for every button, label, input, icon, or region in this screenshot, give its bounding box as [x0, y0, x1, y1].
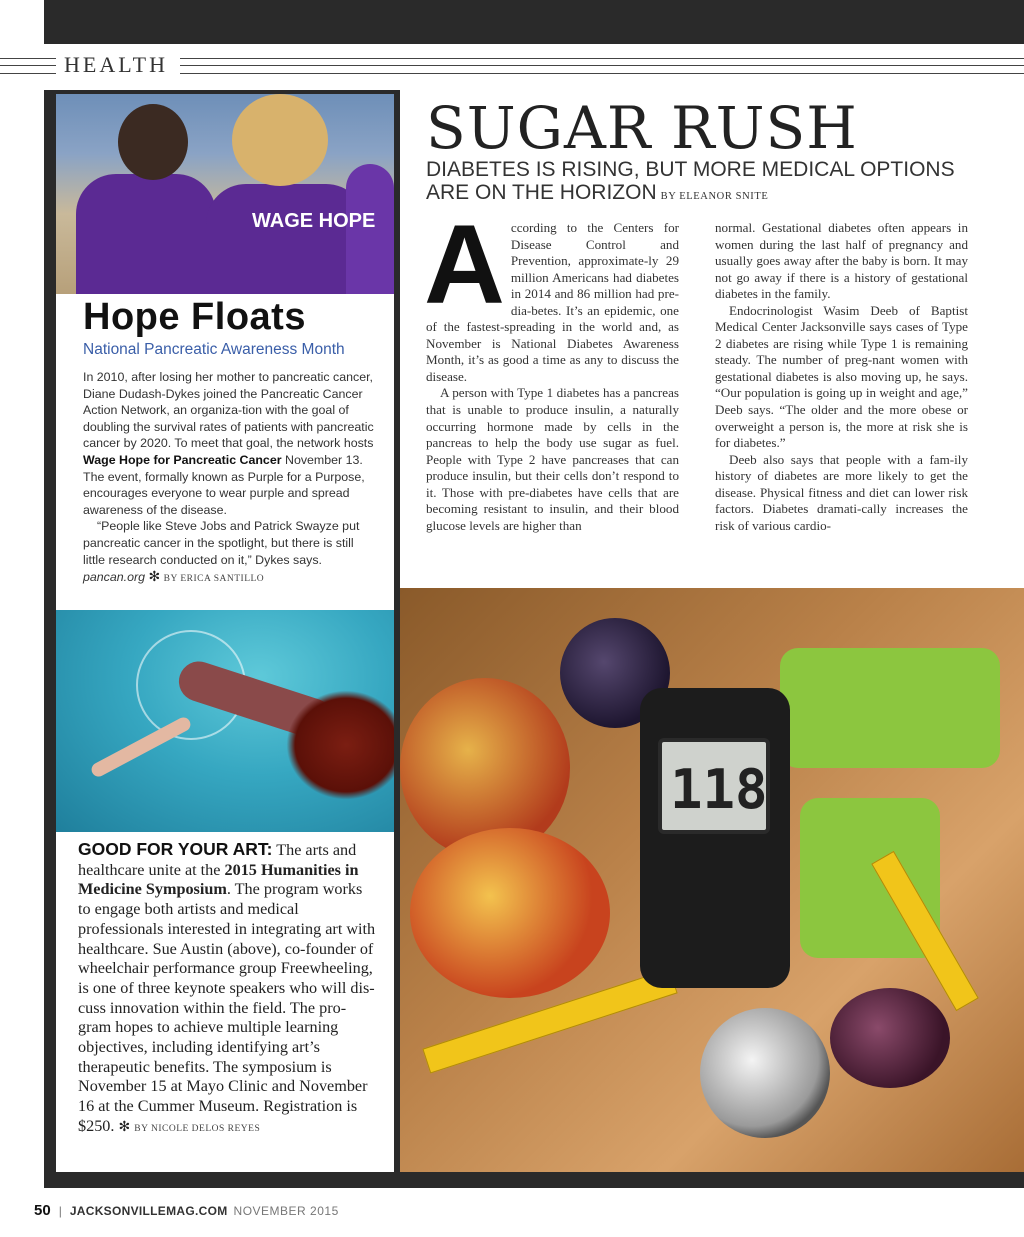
hope-floats-sidebar [56, 294, 394, 610]
hope-floats-title: Hope Floats [83, 296, 306, 338]
article-paragraph [424, 202, 679, 385]
art-symposium-name: 2015 Humanities in Medicine Symposium [78, 860, 359, 899]
art-lead: GOOD FOR YOUR ART: [78, 839, 273, 859]
section-label: HEALTH [64, 52, 168, 77]
paragraph-text: ccording to the Centers for Disease Control and Prevention, approximate-ly 29 million Americans had diabetes in 2014 and 86 million had pre-dia-betes. It’s an epidemic, one of the fastest-spreading in the world and, as November is National Diabetes Awareness Month, it’s as good a time as any to discuss the disease. [426, 220, 679, 384]
art-text: The arts and healthcare unite at the [78, 841, 357, 879]
hope-text: “People like Steve Jobs and Patrick Swayze put pancreatic cancer in the spotlight, but there is still little research conducted on it,” Dykes says. [83, 519, 360, 567]
hope-event-name: Wage Hope for Pancreatic Cancer [83, 452, 282, 467]
footer-text [34, 1202, 339, 1219]
art-paragraph [78, 840, 378, 1140]
pancan-link[interactable]: pancan.org [83, 570, 146, 585]
photo-glucose-meter [640, 688, 790, 988]
end-mark-icon: ✻ [148, 568, 161, 585]
article-paragraph: A person with Type 1 diabetes has a pancreas that is unable to produce insulin, a naturally occurring hormone made by cells in the pancreas to help the body use sugar as fuel. People with Type 2 have pancreases that can produce insulin, but their cells don’t respond to it. Those with pre-diabetes have cells that are becoming resistant to insulin, and their blood glucose levels are higher than [426, 385, 679, 533]
article-paragraph: normal. Gestational diabetes often appears in women during the last half of pregnancy and usually goes away after the baby is born. It may not go away if there is a history of gestational diabetes in the family. [715, 220, 968, 302]
sugar-rush-article [400, 90, 1024, 588]
photo-hair [232, 94, 328, 186]
glucose-meter-photo [400, 588, 1024, 1172]
header-rule-right [180, 58, 1024, 74]
wage-hope-photo [56, 94, 394, 294]
article-byline: BY ELEANOR SNITE [660, 191, 769, 202]
article-paragraph: Deeb also says that people with a fam-ily history of diabetes are more likely to get the disease. Physical fitness and diet can lower risk factors. Diabetes dramati-cally increases the risk of various cardio- [715, 451, 968, 533]
photo-head [118, 104, 188, 180]
footer-site[interactable]: JACKSONVILLEMAG.COM [69, 1204, 228, 1218]
article-headline: SUGAR RUSH [426, 94, 858, 162]
hope-text: In 2010, after losing her mother to pancreatic cancer, Diane Dudash-Dykes joined the Pancreatic Cancer Action Network, an organiza-tion with the goal of doubling the survival rates of patients with pancreatic cancer by 2020. To meet that goal, the network hosts [83, 370, 374, 451]
page-footer [0, 1188, 1024, 1237]
art-text: . The program works to engage both artists and medical professionals interested in integrating art with healthcare. Sue Austin (above), co-founder of wheelchair performance group Freewheeling, is one of three keynote speakers who will dis-cuss innovation within the field. The pro-gram hopes to achieve multiple learning objectives, including identifying art’s therapeutic benefits. The symposium is November 15 at Mayo Clinic and November 16 at the Cummer Museum. Registration is $250. [78, 880, 376, 1135]
hope-floats-subtitle: National Pancreatic Awareness Month [83, 341, 345, 358]
hope-byline: BY ERICA SANTILLO [163, 574, 265, 585]
photo-stethoscope [700, 1008, 830, 1138]
hope-text: November 13. The event, formally known as Purple for a Purpose, encourages everyone to wear purple and spread awareness of the disease. [83, 452, 365, 517]
article-column-2 [715, 220, 968, 534]
photo-plum [830, 988, 950, 1088]
photo-shirt-text: WAGE HOPE [252, 210, 376, 232]
good-for-your-art-sidebar [56, 832, 394, 1172]
drop-cap: A [424, 202, 505, 327]
art-byline: BY NICOLE DELOS REYES [134, 1123, 261, 1134]
underwater-wheelchair-photo [56, 610, 394, 832]
hope-paragraph-1 [83, 369, 375, 518]
article-paragraph: Endocrinologist Wasim Deeb of Baptist Medical Center Jacksonville says cases of Type 2 diabetes are rising while Type 1 is remaining steady. The number of preg-nant women with gestational diabetes is also moving up, he says. “Our population is going up in weight and age,” Deeb says. “The older and the more obese or overweight a person is, the more at risk she is for diabetes.” [715, 302, 968, 451]
hope-floats-body [83, 369, 375, 588]
photo-arm [89, 715, 193, 779]
article-body [424, 202, 968, 534]
end-mark-icon: ✻ [118, 1119, 131, 1135]
photo-shirt [76, 174, 216, 294]
meter-reading: 118 [670, 758, 768, 821]
article-column-1 [424, 202, 679, 534]
footer-separator: | [58, 1204, 62, 1218]
deck-text: DIABETES IS RISING, BUT MORE MEDICAL OPTIONS ARE ON THE HORIZON [426, 158, 955, 204]
hope-paragraph-2 [83, 518, 375, 587]
photo-dumbbell [780, 648, 1000, 768]
photo-hair [286, 690, 394, 800]
page-number: 50 [34, 1202, 51, 1219]
header-rule-left [0, 58, 56, 74]
footer-date: NOVEMBER 2015 [233, 1204, 339, 1218]
section-header [0, 44, 1024, 90]
photo-shirt [206, 184, 366, 294]
article-deck [426, 158, 986, 208]
photo-peach [410, 828, 610, 998]
